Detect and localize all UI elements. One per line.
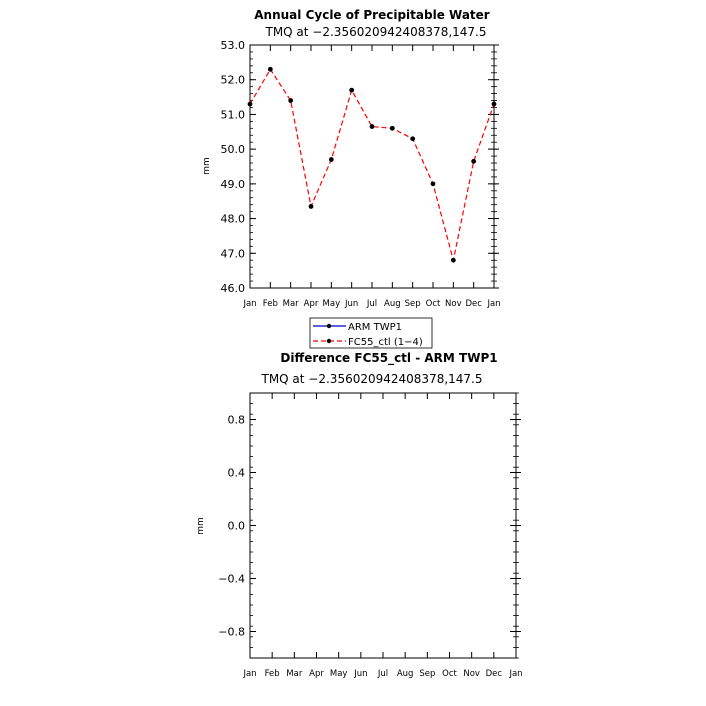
x-tick-label: Feb bbox=[264, 669, 280, 679]
x-tick-label: Jan bbox=[487, 299, 501, 309]
x-tick-label: May bbox=[322, 299, 341, 309]
y-tick-label: 46.0 bbox=[220, 282, 245, 295]
x-tick-label: Dec bbox=[485, 669, 503, 679]
plot-frame bbox=[250, 393, 516, 658]
x-tick-label: Mar bbox=[286, 669, 303, 679]
x-tick-label: Sep bbox=[404, 299, 421, 309]
data-point bbox=[492, 102, 497, 107]
data-point bbox=[390, 126, 395, 131]
axis-ticks bbox=[221, 39, 501, 309]
y-tick-label: 0.4 bbox=[227, 466, 245, 480]
x-tick-label: Aug bbox=[396, 669, 414, 679]
legend-label-arm-twp1: ARM TWP1 bbox=[348, 322, 402, 333]
difference-chart bbox=[196, 351, 523, 679]
y-tick-label: −0.4 bbox=[218, 572, 245, 586]
y-tick-label: 53.0 bbox=[220, 39, 245, 52]
y-tick-label: 0.0 bbox=[227, 519, 245, 533]
plot-frame bbox=[250, 45, 494, 288]
x-tick-label: Oct bbox=[442, 669, 457, 679]
data-point bbox=[471, 159, 476, 164]
series-line bbox=[250, 69, 494, 260]
x-tick-label: Jun bbox=[354, 669, 368, 679]
x-tick-label: Nov bbox=[445, 299, 462, 309]
x-tick-label: Apr bbox=[303, 299, 319, 309]
x-tick-label: Nov bbox=[463, 669, 480, 679]
data-point bbox=[329, 157, 334, 162]
x-tick-label: Apr bbox=[309, 669, 324, 679]
x-tick-label: Dec bbox=[465, 299, 482, 309]
y-tick-label: 0.8 bbox=[227, 413, 245, 427]
data-point bbox=[410, 136, 415, 141]
y-axis-label: mm bbox=[202, 157, 212, 175]
x-tick-label: Feb bbox=[262, 299, 278, 309]
y-tick-label: 51.0 bbox=[220, 108, 245, 122]
data-point bbox=[288, 98, 293, 103]
x-tick-label: Oct bbox=[425, 299, 441, 309]
x-tick-label: Jan bbox=[509, 669, 523, 679]
legend-marker-fc55-ctl bbox=[327, 339, 331, 343]
legend bbox=[310, 318, 432, 348]
x-tick-label: Jan bbox=[243, 669, 257, 679]
y-tick-label: −0.8 bbox=[218, 625, 245, 639]
y-tick-label: 49.0 bbox=[220, 177, 245, 191]
data-point bbox=[431, 181, 436, 186]
chart-subtitle: TMQ at −2.356020942408378,147.5 bbox=[261, 372, 483, 386]
x-tick-label: Jul bbox=[377, 669, 389, 679]
x-tick-label: May bbox=[329, 669, 348, 679]
x-tick-label: Mar bbox=[282, 299, 299, 309]
y-tick-label: 47.0 bbox=[220, 247, 245, 261]
legend-marker-arm-twp1 bbox=[327, 324, 331, 328]
y-tick-label: 48.0 bbox=[220, 212, 245, 226]
x-tick-label: Jan bbox=[243, 299, 257, 309]
axis-ticks bbox=[218, 393, 522, 679]
y-tick-label: 52.0 bbox=[220, 73, 245, 87]
legend-label-fc55-ctl: FC55_ctl (1−4) bbox=[348, 337, 423, 348]
series-layer bbox=[248, 67, 497, 263]
annual-cycle-chart bbox=[202, 8, 501, 348]
data-point bbox=[370, 124, 375, 129]
x-tick-label: Aug bbox=[384, 299, 401, 309]
chart-title: Annual Cycle of Precipitable Water bbox=[254, 8, 490, 22]
data-point bbox=[248, 102, 253, 107]
x-tick-label: Jul bbox=[366, 299, 378, 309]
x-tick-label: Sep bbox=[419, 669, 436, 679]
chart-subtitle: TMQ at −2.356020942408378,147.5 bbox=[265, 25, 487, 39]
data-point bbox=[451, 258, 456, 263]
chart-title: Difference FC55_ctl - ARM TWP1 bbox=[280, 351, 498, 365]
y-axis-label: mm bbox=[196, 517, 206, 535]
data-point bbox=[268, 67, 273, 72]
x-tick-label: Jun bbox=[345, 299, 359, 309]
y-tick-label: 50.0 bbox=[220, 143, 245, 157]
data-point bbox=[349, 88, 354, 93]
data-point bbox=[309, 204, 314, 209]
